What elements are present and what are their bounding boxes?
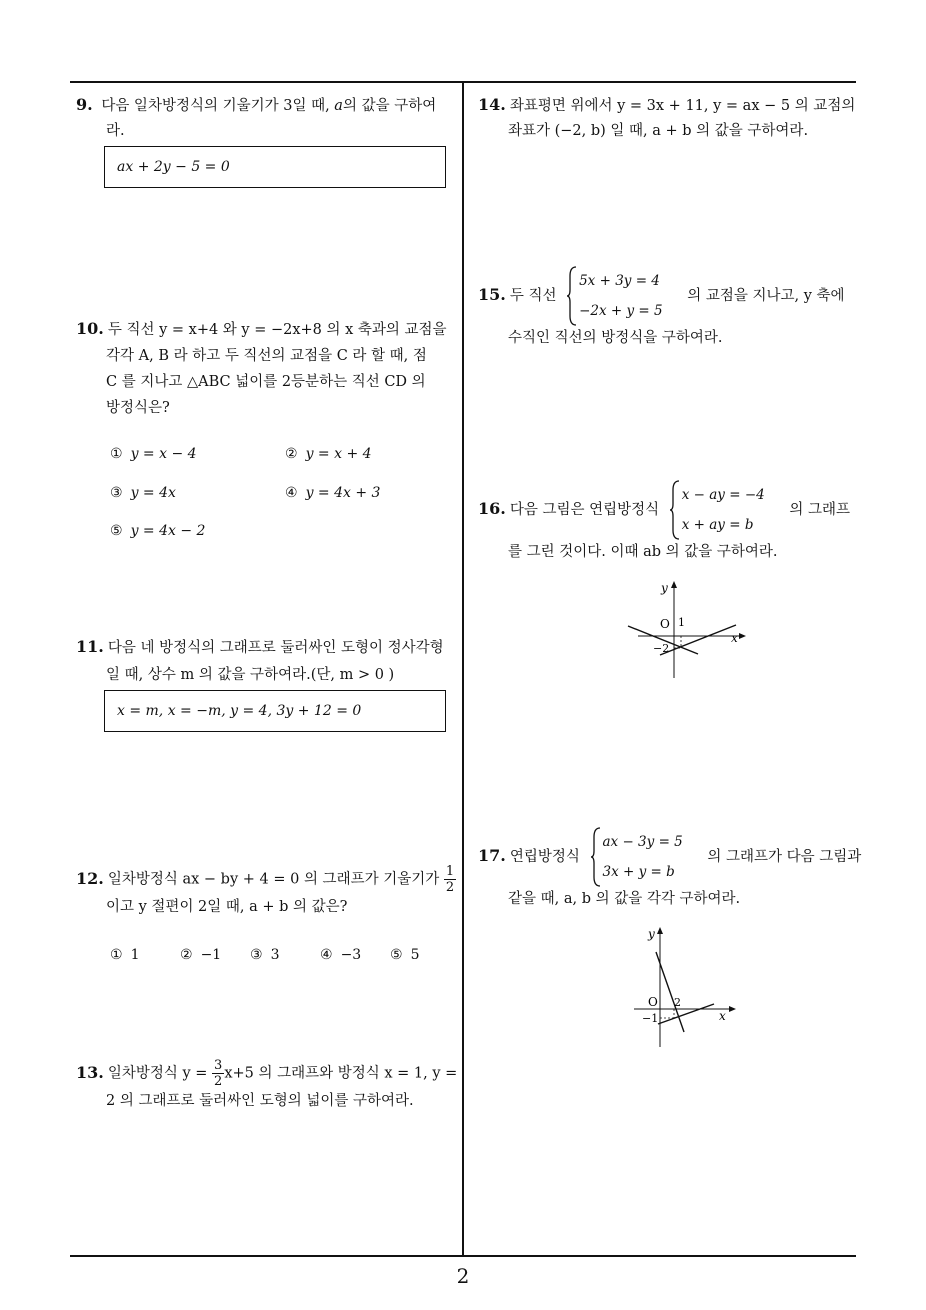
question-text: x+5 의 그래프와 방정식 x = 1, y = [224, 1065, 458, 1082]
question-text: 이고 y 절편이 2일 때, a + b 의 값은? [106, 899, 348, 915]
choice-2[interactable]: ② y = x + 4 [285, 446, 372, 462]
equation-line: x − ay = −4 [681, 487, 765, 503]
question-text: 같을 때, a, b 의 값을 각각 구하여라. [508, 891, 741, 907]
question-15 [478, 266, 864, 351]
choice-3[interactable]: ③ 3 [250, 947, 280, 963]
tick-y-label: −2 [653, 642, 670, 655]
choice-5[interactable]: ⑤ 5 [390, 947, 420, 963]
origin-label: O [660, 617, 670, 631]
question-text: 다음 그림은 연립방정식 [509, 502, 660, 518]
column-divider [462, 81, 464, 1257]
question-17 [478, 827, 864, 912]
brace-icon [591, 827, 601, 887]
question-text: 수직인 직선의 방정식을 구하여라. [508, 330, 723, 346]
question-number: 14. [478, 95, 506, 114]
question-16 [478, 480, 864, 565]
line-2 [658, 1004, 714, 1024]
question-text: 라. [106, 123, 125, 139]
question-text: 일차방정식 ax − by + 4 = 0 의 그래프가 기울기가 [107, 871, 440, 888]
choice-1[interactable]: ① y = x − 4 [110, 446, 197, 462]
equation-system [670, 480, 765, 540]
question-text: 다음 일차방정식의 기울기가 3일 때, [101, 98, 335, 114]
question-10 [76, 316, 458, 421]
choice-3[interactable]: ③ y = 4x [110, 485, 176, 501]
question-text: 2 의 그래프로 둘러싸인 도형의 넓이를 구하여라. [106, 1093, 414, 1109]
question-text: 연립방정식 [509, 849, 580, 865]
question-number: 17. [478, 846, 506, 865]
question-number: 13. [76, 1062, 104, 1082]
equation-line: 5x + 3y = 4 [579, 273, 660, 289]
question-text: 두 직선 y = x+4 와 y = −2x+8 의 x 축과의 교점을 [107, 322, 447, 338]
page-number: 2 [456, 1264, 470, 1288]
question-text: 일차방정식 y = [107, 1065, 213, 1082]
question-text: 좌표가 (−2, b) 일 때, a + b 의 값을 구하여라. [508, 123, 809, 139]
x-axis-label: x [719, 1009, 726, 1023]
fraction: $\frac{3}{2}$ [214, 1058, 223, 1089]
question-text: 의 교점을 지나고, y 축에 [687, 288, 845, 304]
x-axis-arrow [739, 633, 746, 639]
line-2 [660, 625, 736, 655]
question-text: C 를 지나고 △ABC 넓이를 2등분하는 직선 CD 의 [106, 374, 426, 390]
graph-17 [630, 922, 740, 1052]
question-12 [76, 864, 458, 920]
choice-2[interactable]: ② −1 [180, 947, 222, 963]
variable: a [334, 98, 343, 114]
question-14 [478, 92, 864, 144]
choice-5[interactable]: ⑤ y = 4x − 2 [110, 523, 206, 539]
tick-x-label: 2 [674, 996, 681, 1009]
question-text: 를 그린 것이다. 이때 ab 의 값을 구하여라. [508, 544, 778, 560]
choice-4[interactable]: ④ −3 [320, 947, 362, 963]
fraction: $\frac{1}{2}$ [445, 864, 455, 895]
tick-x-label: 1 [678, 616, 685, 629]
x-axis-label: x [731, 631, 738, 645]
question-text: 일 때, 상수 m 의 값을 구하여라.(단, m > 0 ) [106, 667, 395, 683]
question-number: 10. [76, 319, 104, 338]
question-number: 9. [76, 95, 93, 114]
question-number: 12. [76, 868, 104, 888]
equation-line: −2x + y = 5 [579, 303, 663, 319]
tick-y-label: −1 [642, 1012, 659, 1025]
question-9 [76, 92, 458, 144]
question-number: 15. [478, 285, 506, 304]
brace-icon [567, 266, 577, 326]
question-13 [76, 1058, 460, 1114]
brace-icon [670, 480, 680, 540]
origin-label: O [648, 995, 658, 1009]
question-text: 다음 네 방정식의 그래프로 둘러싸인 도형이 정사각형 [107, 640, 444, 656]
graph-16 [618, 578, 753, 683]
question-text: 좌표평면 위에서 y = 3x + 11, y = ax − 5 의 교점의 [509, 98, 856, 114]
y-axis-label: y [661, 581, 668, 595]
question-number: 16. [478, 499, 506, 518]
question-text: 의 그래프 [789, 502, 850, 518]
y-axis-arrow [657, 927, 663, 934]
equation-line: ax − 3y = 5 [602, 834, 683, 850]
question-text: 각각 A, B 라 하고 두 직선의 교점을 C 라 할 때, 점 [106, 348, 427, 364]
equation-box: ax + 2y − 5 = 0 [104, 146, 446, 188]
equation-system [567, 266, 663, 326]
question-11 [76, 633, 458, 689]
question-text: 의 값을 구하여 [342, 98, 437, 114]
equation-box: x = m, x = −m, y = 4, 3y + 12 = 0 [104, 690, 446, 732]
y-axis-label: y [648, 927, 655, 941]
equation-line: 3x + y = b [602, 864, 675, 880]
equation-line: x + ay = b [681, 517, 754, 533]
equation-system [591, 827, 683, 887]
question-text: 방정식은? [106, 400, 170, 416]
y-axis-arrow [671, 581, 677, 588]
question-text: 두 직선 [509, 288, 557, 304]
question-number: 11. [76, 637, 104, 656]
choice-1[interactable]: ① 1 [110, 947, 140, 963]
question-text: 의 그래프가 다음 그림과 [707, 849, 862, 865]
x-axis-arrow [729, 1006, 736, 1012]
choice-4[interactable]: ④ y = 4x + 3 [285, 485, 381, 501]
